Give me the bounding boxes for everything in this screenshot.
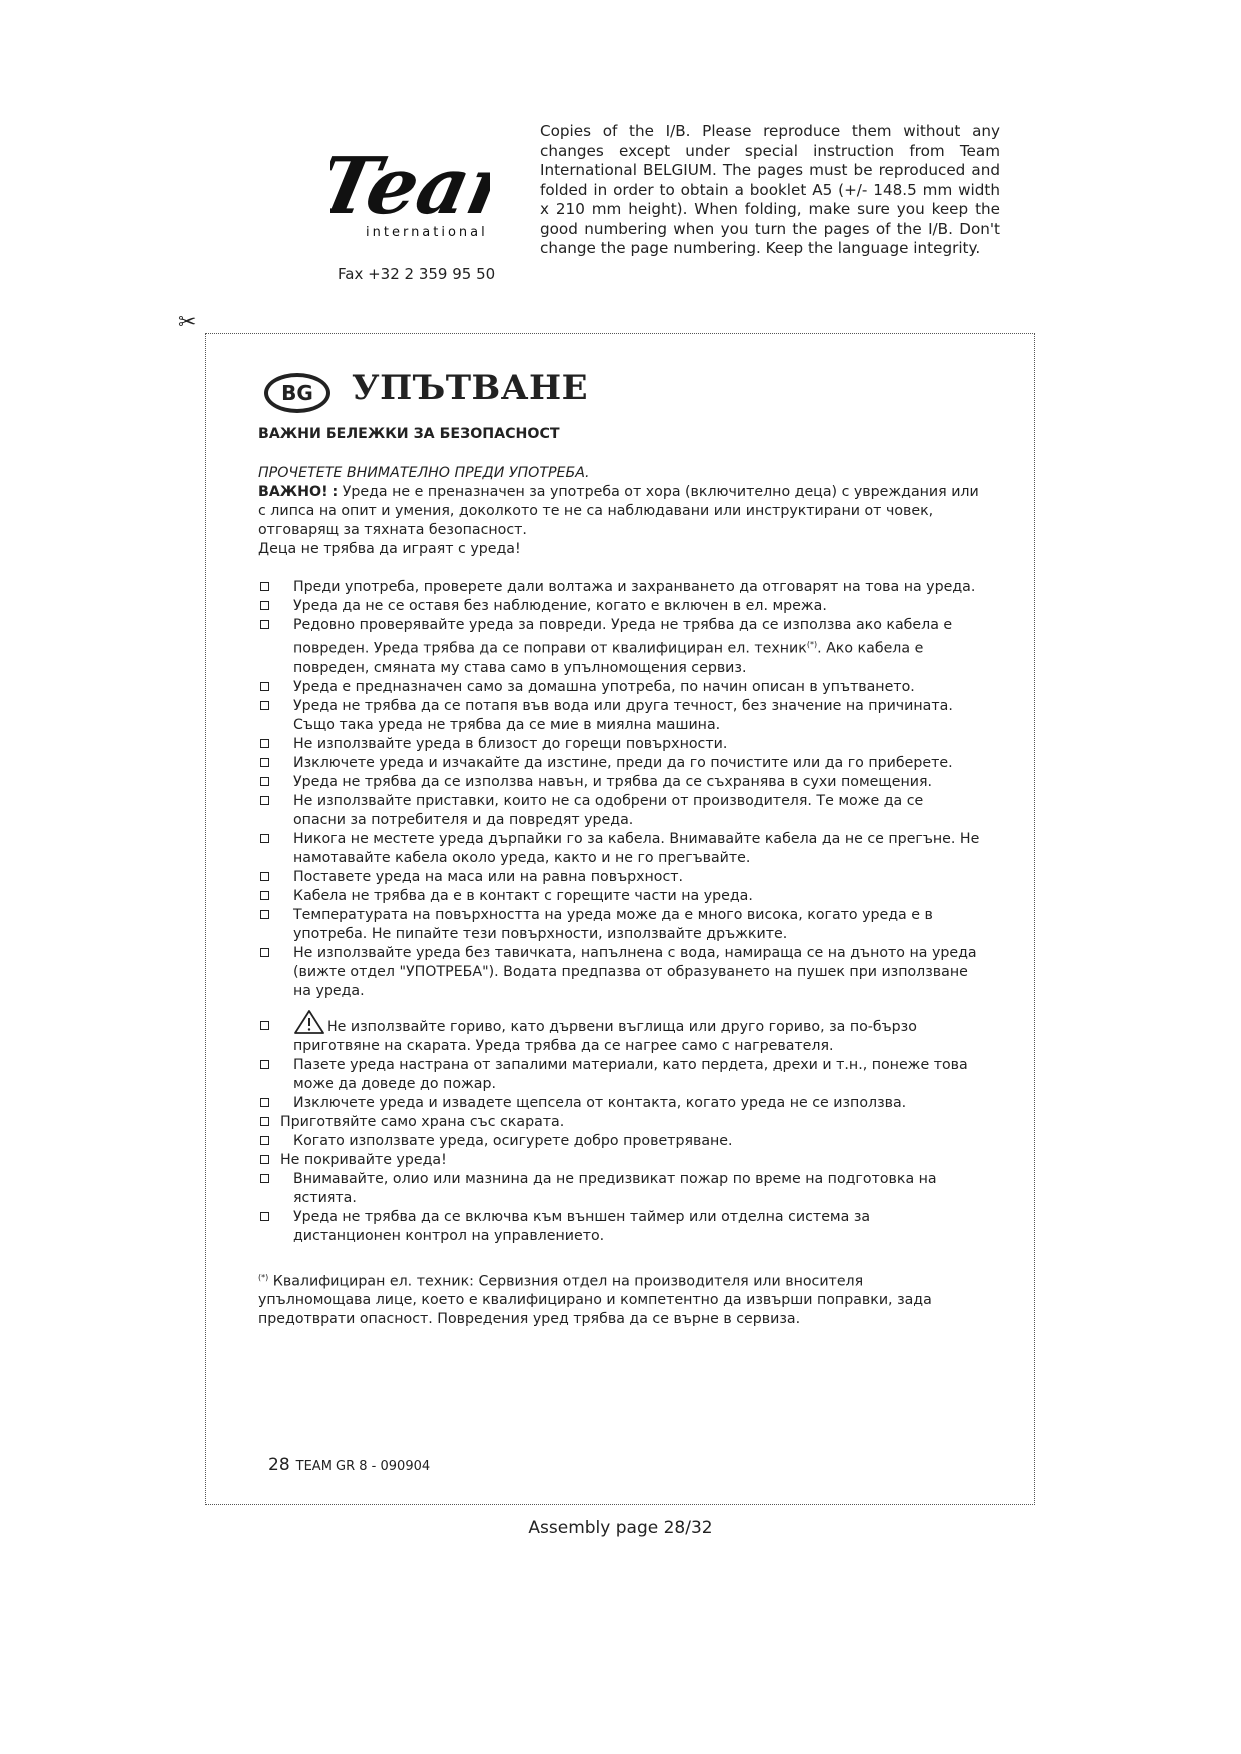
team-international-logo [330, 118, 490, 258]
list-item: Внимавайте, олио или мазнина да не предизвикат пожар по време на подготовка на ястията. [258, 1170, 980, 1208]
checkbox-icon [260, 682, 269, 691]
footnote [258, 1268, 980, 1330]
checkbox-icon [260, 739, 269, 748]
checkbox-icon [260, 1098, 269, 1107]
list-item: Не използвайте уреда без тавичката, напълнена с вода, намираща се на дъното на уреда (вижте отдел "УПОТРЕБА"). Водата предпазва от образуването на пушек при използване на уреда. [258, 944, 980, 1001]
reproduction-instructions: Copies of the I/B. Please reproduce them without any changes except under special instruction from Team International BELGIUM. The pages must be reproduced and folded in order to obtain a booklet A5 (+/- 148.5 mm width x 210 mm height). When folding, make sure you keep the good numbering when you turn the pages of the I/B. Don't change the page numbering. Keep the language integrity. [540, 122, 1000, 257]
list-item: Редовно проверявайте уреда за повреди. Уреда не трябва да се използва ако кабела е повреден. Уреда трябва да се поправи от квалифициран ел. техник(*). Ако кабела е повреден, смяната му става само в упълномощения сервиз. [258, 616, 980, 678]
manual-content [258, 426, 980, 1329]
safety-list [258, 578, 980, 1246]
page-footer [268, 1455, 430, 1475]
checkbox-icon [260, 872, 269, 881]
checkbox-icon [260, 1021, 269, 1030]
checkbox-icon [260, 777, 269, 786]
list-item: Уреда е предназначен само за домашна употреба, по начин описан в упътването. [258, 678, 980, 697]
checkbox-icon [260, 1155, 269, 1164]
list-item: Когато използвате уреда, осигурете добро проветряване. [258, 1132, 980, 1151]
important-text: Уреда не е преназначен за употреба от хора (включително деца) с увреждания или с липса на опит и умения, доколкото те не са наблюдавани или инструктирани от човек, отговарящ за тяхната безопасност. [258, 484, 979, 538]
checkbox-icon [260, 796, 269, 805]
checkbox-icon [260, 1060, 269, 1069]
important-label: ВАЖНО! : [258, 484, 339, 500]
section-heading: ВАЖНИ БЕЛЕЖКИ ЗА БЕЗОПАСНОСТ [258, 426, 560, 442]
list-item: Пазете уреда настрана от запалими материали, като пердета, дрехи и т.н., понеже това може да доведе до пожар. [258, 1056, 980, 1094]
page-number: 28 [268, 1455, 290, 1475]
checkbox-icon [260, 582, 269, 591]
language-badge: BG [264, 373, 330, 413]
list-item: Уреда не трябва да се включва към външен таймер или отделна система за дистанционен контрол на управлението. [258, 1208, 980, 1246]
checkbox-icon [260, 1212, 269, 1221]
list-item: Не използвайте гориво, като дървени въглища или друго гориво, за по-бързо приготвяне на скарата. Уреда трябва да се нагрее само с нагревателя. [258, 1009, 980, 1056]
list-item: Изключете уреда и изчакайте да изстине, преди да го почистите или да го приберете. [258, 754, 980, 773]
list-item: Приготвяйте само храна със скарата. [258, 1113, 980, 1132]
manual-title: УПЪТВАНЕ [352, 368, 588, 408]
footnote-mark: (*) [258, 1272, 269, 1282]
list-item: Изключете уреда и извадете щепсела от контакта, когато уреда не се използва. [258, 1094, 980, 1113]
checkbox-icon [260, 891, 269, 900]
footnote-text: Квалифициран ел. техник: Сервизния отдел на производителя или вносителя упълномощава лице, което е квалифицирано и компетентно да извърши поправки, зада предотврати опасност. Повредения уред трябва да се върне в сервиза. [258, 1273, 932, 1328]
fax-number: Fax +32 2 359 95 50 [338, 265, 496, 283]
checkbox-icon [260, 758, 269, 767]
list-item: Уреда не трябва да се потапя във вода или друга течност, без значение на причината. Също така уреда не трябва да се мие в миялна машина. [258, 697, 980, 735]
checkbox-icon [260, 910, 269, 919]
checkbox-icon [260, 701, 269, 710]
list-item: Не използвайте уреда в близост до горещи повърхности. [258, 735, 980, 754]
checkbox-icon [260, 1117, 269, 1126]
checkbox-icon [260, 948, 269, 957]
children-note: Деца не трябва да играят с уреда! [258, 541, 521, 557]
list-item: Поставете уреда на маса или на равна повърхност. [258, 868, 980, 887]
warning-icon [293, 1009, 325, 1035]
list-item: Температурата на повърхността на уреда може да е много висока, когато уреда е в употреба. Не пипайте тези повърхности, използвайте дръжките. [258, 906, 980, 944]
footnote-ref: (*) [806, 640, 818, 649]
read-first-note: ПРОЧЕТЕТЕ ВНИМАТЕЛНО ПРЕДИ УПОТРЕБА. [258, 465, 590, 481]
list-item: Преди употреба, проверете дали волтажа и захранването да отговарят на това на уреда. [258, 578, 980, 597]
list-item: Уреда да не се оставя без наблюдение, когато е включен в ел. мрежа. [258, 597, 980, 616]
product-code: TEAM GR 8 - 090904 [295, 1459, 431, 1474]
list-item: Уреда не трябва да се използва навън, и трябва да се съхранява в сухи помещения. [258, 773, 980, 792]
checkbox-icon [260, 1136, 269, 1145]
important-paragraph [258, 483, 980, 540]
assembly-page-label: Assembly page 28/32 [528, 1518, 713, 1538]
checkbox-icon [260, 1174, 269, 1183]
logo-word: Team [330, 139, 490, 232]
checkbox-icon [260, 601, 269, 610]
logo-subtitle: international [366, 225, 488, 240]
list-item: Не покривайте уреда! [258, 1151, 980, 1170]
list-item: Кабела не трябва да е в контакт с горещите части на уреда. [258, 887, 980, 906]
checkbox-icon [260, 834, 269, 843]
scissors-icon: ✂ [178, 310, 197, 335]
checkbox-icon [260, 620, 269, 629]
list-item: Никога не местете уреда дърпайки го за кабела. Внимавайте кабела да не се прегъне. Не намотавайте кабела около уреда, както и не го прегъвайте. [258, 830, 980, 868]
list-item: Не използвайте приставки, които не са одобрени от производителя. Те може да се опасни за потребителя и да повредят уреда. [258, 792, 980, 830]
